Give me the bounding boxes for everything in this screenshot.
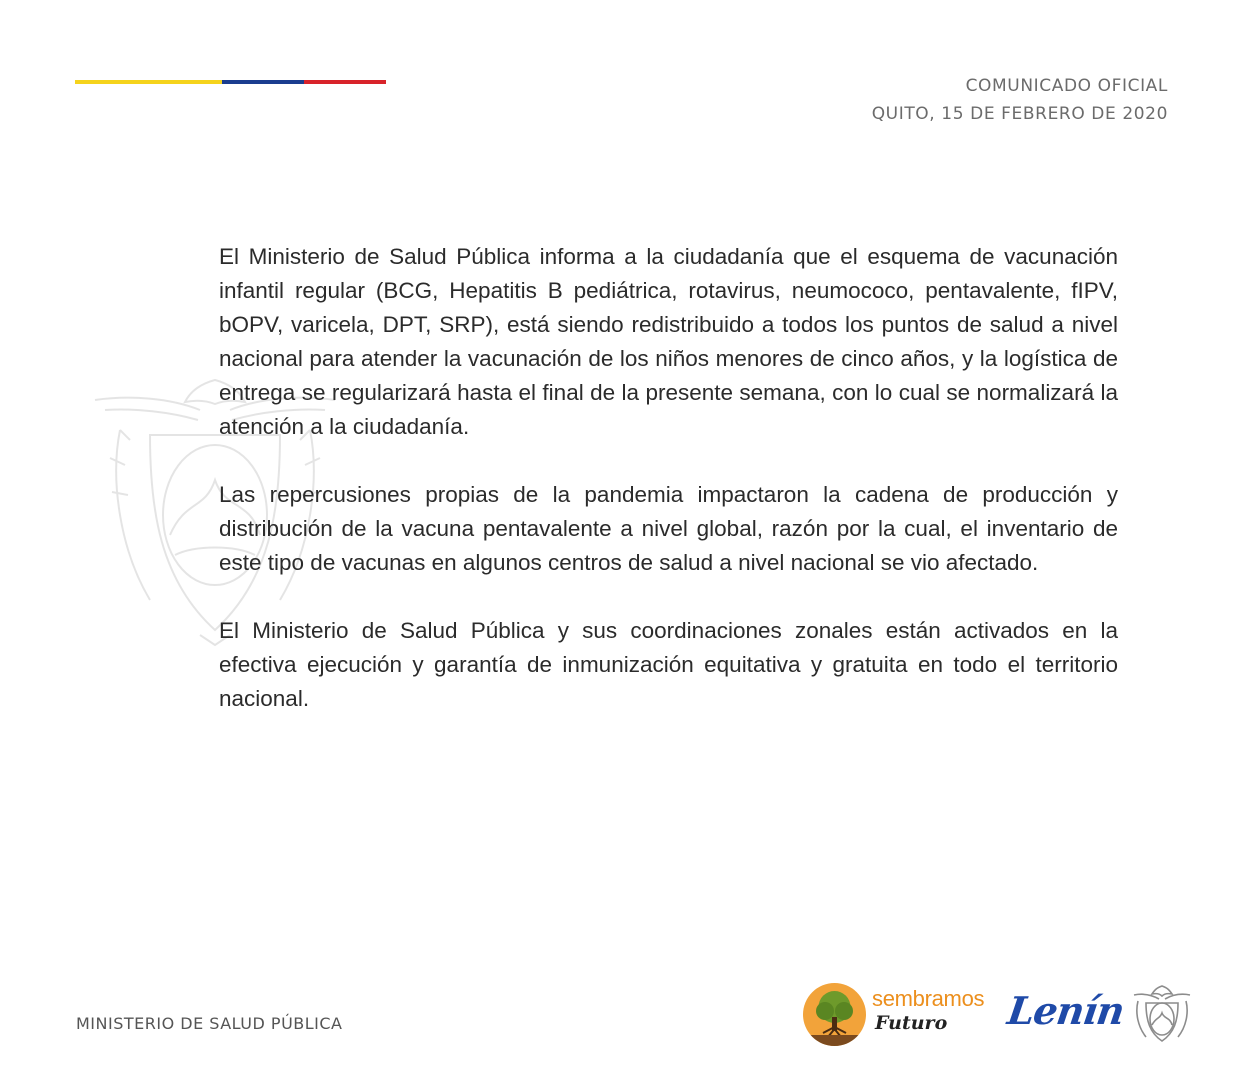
document-date: QUITO, 15 DE FEBRERO DE 2020 (871, 104, 1168, 124)
flag-color-bar (75, 80, 386, 84)
flag-stripe-blue (222, 80, 304, 84)
sembramos-futuro-logo (803, 983, 993, 1047)
sembramos-label: sembramos (872, 986, 985, 1011)
tree-icon (803, 983, 866, 1046)
ministry-name: MINISTERIO DE SALUD PÚBLICA (76, 1014, 343, 1033)
flag-stripe-red (304, 80, 386, 84)
paragraph-vaccination-scheme: El Ministerio de Salud Pública informa a la ciudadanía que el esquema de vacunación infantil regular (BCG, Hepatitis B pediátrica, rotavirus, neumococo, pentavalente, fIPV, bOPV, varicela, DPT, SRP), está siendo redistribuido a todos los puntos de salud a nivel nacional para atender la vacunación de los niños menores de cinco años, y la logística de entrega se regularizará hasta el final de la presente semana, con lo cual se normalizará la atención a la ciudadanía. (219, 244, 1118, 439)
ecuador-shield-icon (1132, 983, 1192, 1045)
lenin-signature-logo: Lenín (1004, 988, 1127, 1033)
communique-body (219, 240, 1118, 750)
paragraph-pandemic-impact: Las repercusiones propias de la pandemia impactaron la cadena de producción y distribución de la vacuna pentavalente a nivel global, razón por la cual, el inventario de este tipo de vacunas en algunos centros de salud a nivel nacional se vio afectado. (219, 482, 1118, 575)
document-title: COMUNICADO OFICIAL (965, 76, 1168, 96)
header-block (872, 72, 1168, 128)
paragraph-zonal-coordination: El Ministerio de Salud Pública y sus coordinaciones zonales están activados en la efectiva ejecución y garantía de inmunización equitativa y gratuita en todo el territorio nacional. (219, 618, 1118, 711)
futuro-label: Futuro (875, 1012, 948, 1034)
flag-stripe-yellow (75, 80, 222, 84)
